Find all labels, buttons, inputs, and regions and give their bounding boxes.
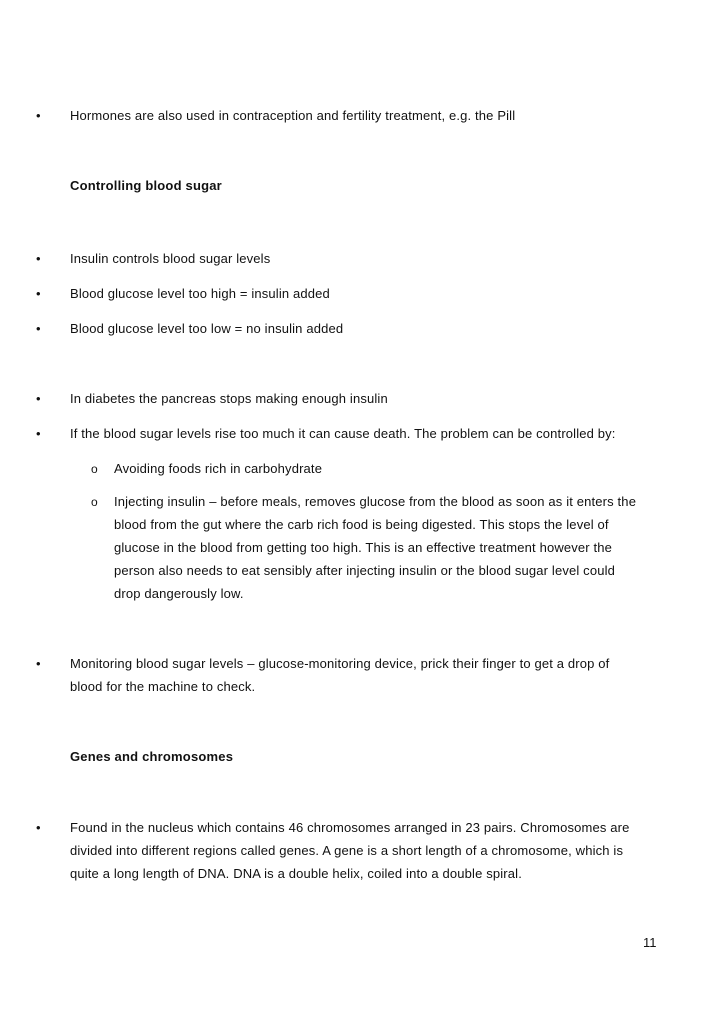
sub-bullet-icon: o (91, 495, 98, 509)
bullet-icon: • (36, 426, 41, 441)
bullet-icon: • (36, 391, 41, 406)
list-item: Blood glucose level too low = no insulin added (70, 321, 344, 336)
sub-list-item-line: Injecting insulin – before meals, removes glucose from the blood as soon as it enters the (114, 494, 637, 509)
section-heading-blood-sugar: Controlling blood sugar (70, 178, 222, 193)
list-item: Hormones are also used in contraception and fertility treatment, e.g. the Pill (70, 108, 516, 123)
list-item: Blood glucose level too high = insulin added (70, 286, 330, 301)
sub-list-item-line: blood from the gut where the carb rich food is being digested. This stops the level of (114, 517, 609, 532)
list-item: In diabetes the pancreas stops making enough insulin (70, 391, 388, 406)
bullet-icon: • (36, 820, 41, 835)
list-item-line: blood for the machine to check. (70, 679, 256, 694)
page-number: 11 (643, 935, 657, 950)
sub-list-item-line: person also needs to eat sensibly after injecting insulin or the blood sugar level could (114, 563, 615, 578)
list-item-line: Monitoring blood sugar levels – glucose-monitoring device, prick their finger to get a drop of (70, 656, 610, 671)
sub-list-item: Avoiding foods rich in carbohydrate (114, 461, 323, 476)
list-item-line: quite a long length of DNA. DNA is a double helix, coiled into a double spiral. (70, 866, 522, 881)
bullet-icon: • (36, 656, 41, 671)
list-item-line: divided into different regions called genes. A gene is a short length of a chromosome, which is (70, 843, 624, 858)
sub-bullet-icon: o (91, 462, 98, 476)
bullet-icon: • (36, 251, 41, 266)
bullet-icon: • (36, 321, 41, 336)
list-item: Insulin controls blood sugar levels (70, 251, 271, 266)
sub-list-item-line: drop dangerously low. (114, 586, 244, 601)
list-item-line: Found in the nucleus which contains 46 chromosomes arranged in 23 pairs. Chromosomes are (70, 820, 630, 835)
list-item: If the blood sugar levels rise too much it can cause death. The problem can be controlled by: (70, 426, 616, 441)
section-heading-genes: Genes and chromosomes (70, 749, 234, 764)
sub-list-item-line: glucose in the blood from getting too high. This is an effective treatment however the (114, 540, 613, 555)
bullet-icon: • (36, 286, 41, 301)
bullet-icon: • (36, 108, 41, 123)
